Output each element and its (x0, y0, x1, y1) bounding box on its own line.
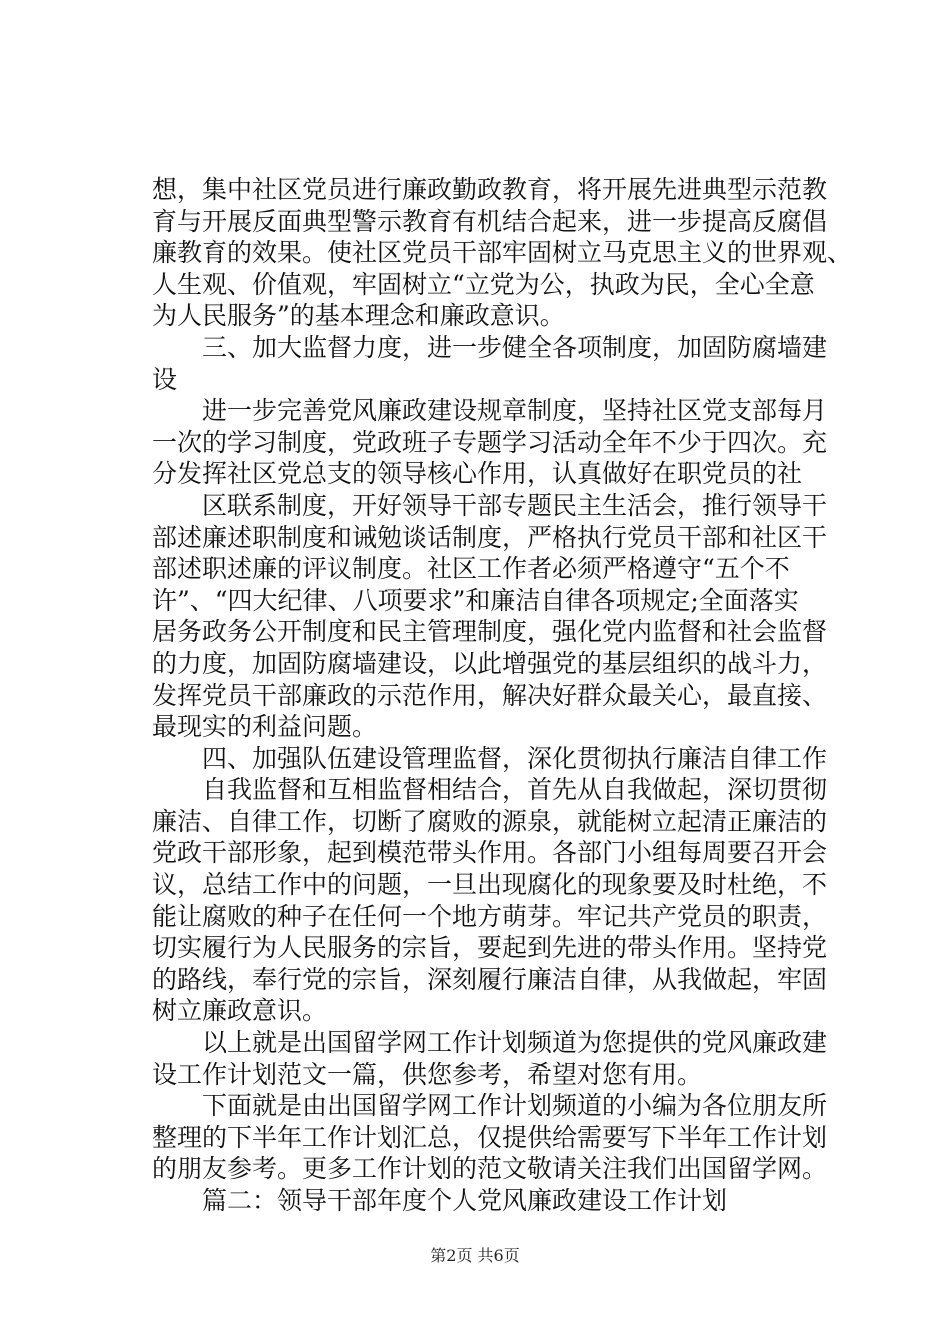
section-heading-3-cont: 设 (152, 364, 178, 394)
text-line: 发挥党员干部廉政的示范作用，解决好群众最关心，最直接、 (152, 680, 828, 710)
text-line: 整理的下半年工作计划汇总，仅提供给需要写下半年工作计划 (152, 1122, 828, 1152)
text-line: 下面就是由出国留学网工作计划频道的小编为各位朋友所 (152, 1091, 828, 1121)
text-line: 树立廉政意识。 (152, 996, 328, 1026)
text-line: 分发挥社区党总支的领导核心作用，认真做好在职党员的社 (152, 459, 803, 489)
text-line: 的朋友参考。更多工作计划的范文敬请关注我们出国留学网。 (152, 1154, 828, 1184)
text-line: 人生观、价值观，牢固树立“立党为公，执政为民，全心全意 (152, 269, 815, 299)
text-line: 廉教育的效果。使社区党员干部牢固树立马克思主义的世界观、 (152, 238, 853, 268)
text-line: 区联系制度，开好领导干部专题民主生活会，推行领导干 (152, 490, 828, 520)
document-body (152, 174, 853, 1217)
text-line: 的力度，加固防腐墙建设，以此增强党的基层组织的战斗力， (152, 648, 828, 678)
text-line: 为人民服务”的基本理念和廉政意识。 (152, 301, 565, 331)
text-line: 党政干部形象，起到模范带头作用。各部门小组每周要召开会 (152, 838, 828, 868)
text-line: 许”、“四大纪律、八项要求”和廉洁自律各项规定;全面落实 (152, 585, 799, 615)
text-line: 想，集中社区党员进行廉政勤政教育，将开展先进典型示范教 (152, 175, 828, 204)
section-heading-4: 四、加强队伍建设管理监督，深化贯彻执行廉洁自律工作 (152, 743, 828, 773)
text-line: 以上就是出国留学网工作计划频道为您提供的党风廉政建 (152, 1028, 828, 1058)
text-line: 育与开展反面典型警示教育有机结合起来，进一步提高反腐倡 (152, 206, 828, 236)
text-line: 议，总结工作中的问题，一旦出现腐化的现象要及时杜绝，不 (152, 870, 828, 900)
text-line: 居务政务公开制度和民主管理制度，强化党内监督和社会监督 (152, 617, 828, 647)
text-line: 部述廉述职制度和诫勉谈话制度，严格执行党员干部和社区干 (152, 522, 828, 552)
page-footer: 第2页 共6页 (430, 1246, 520, 1265)
text-line: 进一步完善党风廉政建设规章制度，坚持社区党支部每月 (152, 396, 828, 426)
text-line: 部述职述廉的评议制度。社区工作者必须严格遵守“五个不 (152, 554, 790, 584)
section-heading-3: 三、加大监督力度，进一步健全各项制度，加固防腐墙建 (152, 332, 828, 362)
section-heading-part-2: 篇二：领导干部年度个人党风廉政建设工作计划 (152, 1186, 728, 1215)
text-line: 的路线，奉行党的宗旨，深刻履行廉洁自律，从我做起，牢固 (152, 964, 828, 994)
text-line: 一次的学习制度，党政班子专题学习活动全年不少于四次。充 (152, 427, 828, 457)
text-line: 切实履行为人民服务的宗旨，要起到先进的带头作用。坚持党 (152, 933, 828, 963)
text-line: 最现实的利益问题。 (152, 712, 378, 742)
text-line: 自我监督和互相监督相结合，首先从自我做起，深切贯彻 (152, 775, 828, 805)
text-line: 能让腐败的种子在任何一个地方萌芽。牢记共产党员的职责， (152, 901, 828, 931)
text-line: 廉洁、自律工作，切断了腐败的源泉，就能树立起清正廉洁的 (152, 806, 828, 836)
text-line: 设工作计划范文一篇，供您参考，希望对您有用。 (152, 1059, 703, 1089)
